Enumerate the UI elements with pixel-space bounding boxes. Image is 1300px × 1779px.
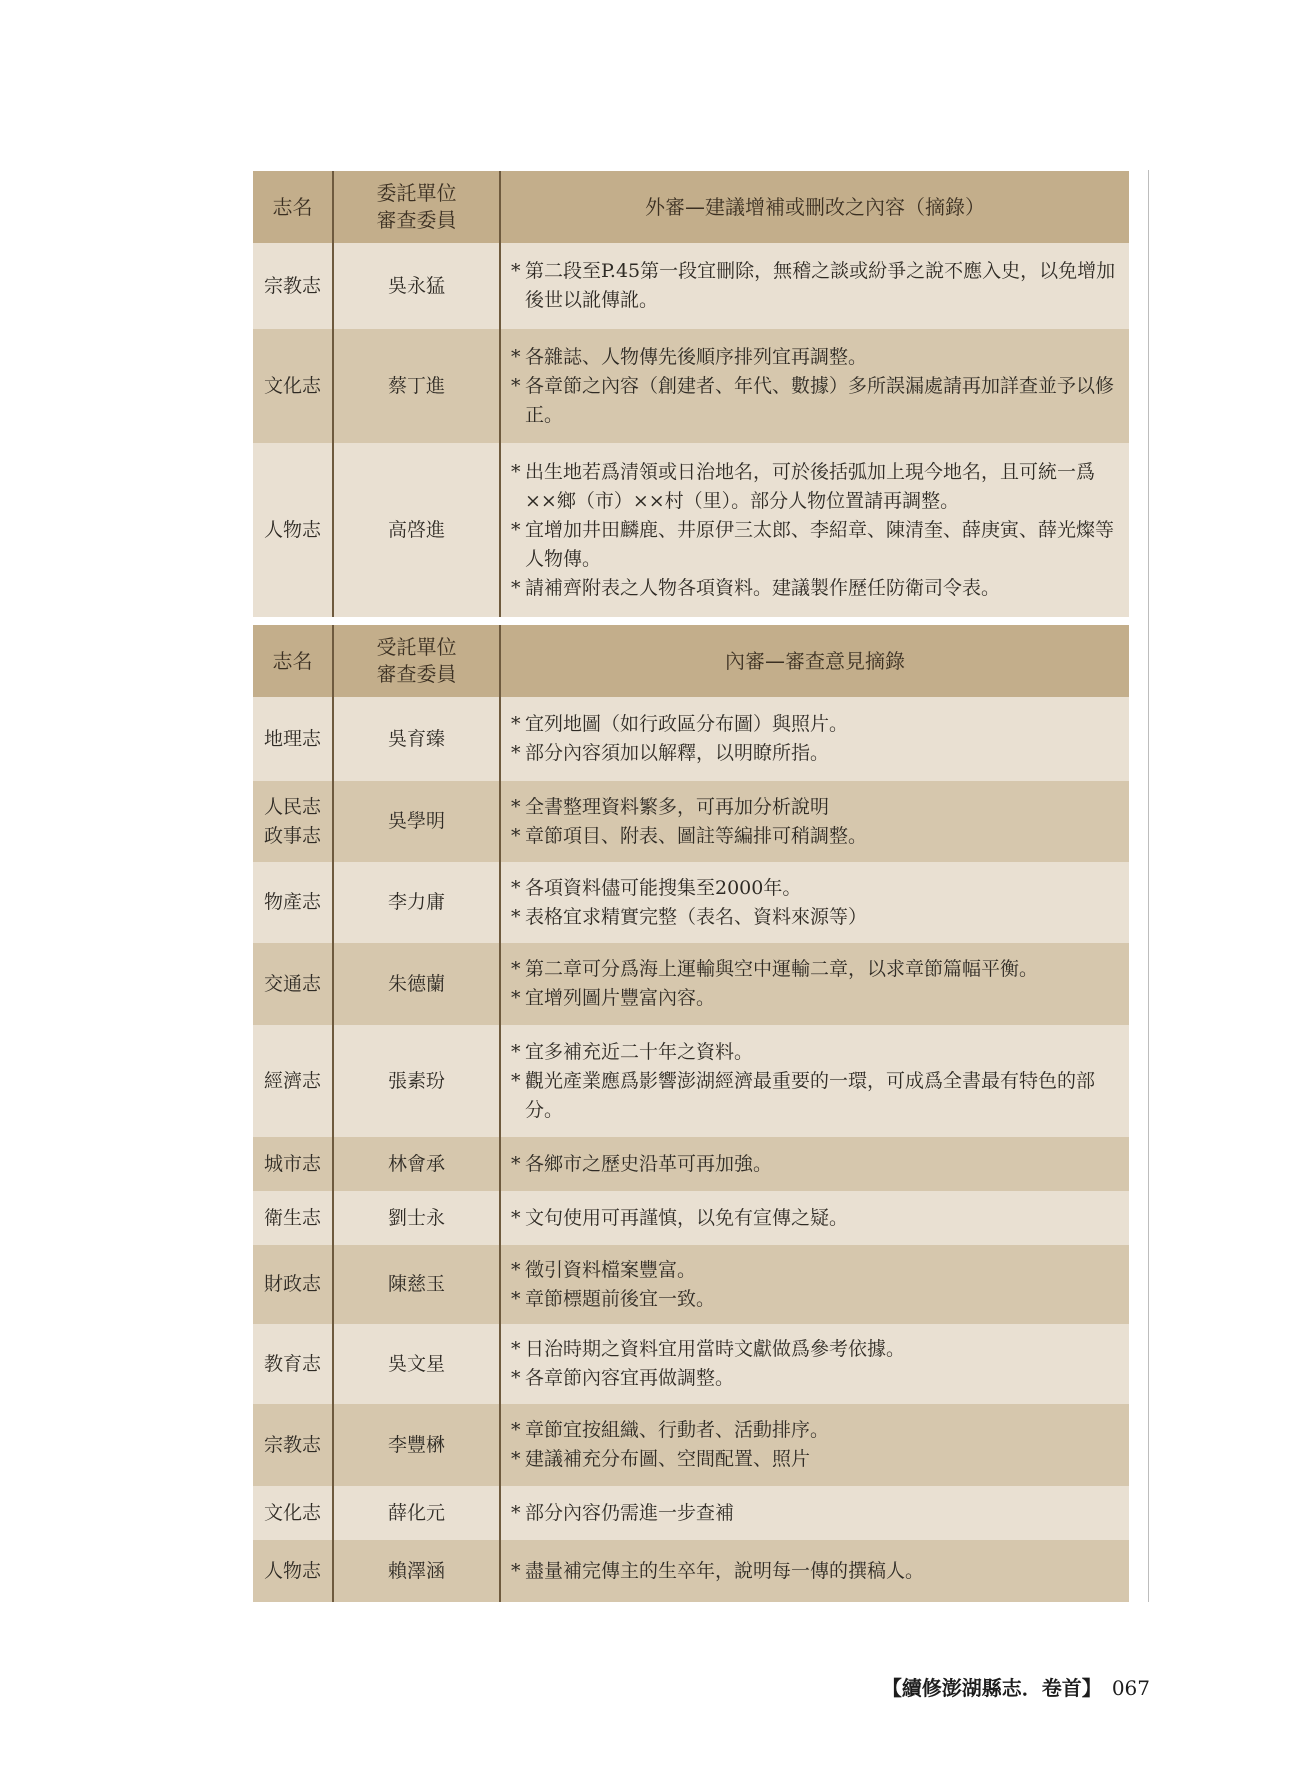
review-item-text: 建議補充分布圖、空間配置、照片 [525,1448,811,1470]
review-item-text: 全書整理資料繁多，可再加分析說明 [525,795,830,818]
asterisk-bullet: * [511,1152,521,1175]
column-header-unit-line: 委託單位 [376,181,457,205]
review-item [511,1499,1121,1528]
review-item [511,1204,1121,1233]
table-row [253,1245,1129,1324]
review-content-cell [500,1540,1129,1602]
reviewer-cell: 朱德蘭 [333,943,500,1025]
reviewer-cell: 高啓進 [333,443,500,617]
volume-name-cell: 經濟志 [253,1025,333,1137]
column-header-unit [333,171,500,243]
volume-name-cell: 地理志 [253,697,333,781]
volume-name-cell: 文化志 [253,1486,333,1540]
review-item [511,793,1121,822]
asterisk-bullet: * [511,1069,521,1092]
review-item [511,1256,1121,1285]
review-item-text: 部分內容須加以解釋，以明瞭所指。 [525,742,830,764]
review-content-cell [500,862,1129,943]
volume-name-cell: 物產志 [253,862,333,943]
review-item [511,458,1121,516]
asterisk-bullet: * [511,576,521,599]
review-content-cell [500,943,1129,1025]
header-row [253,625,1129,697]
review-item [511,574,1121,603]
asterisk-bullet: * [511,713,521,735]
asterisk-bullet: * [511,1419,521,1441]
review-item-text: 觀光產業應爲影響澎湖經濟最重要的一環，可成爲全書最有特色的部分。 [525,1069,1096,1121]
review-item [511,257,1121,315]
page-footer [880,1672,1150,1701]
volume-name-cell: 宗教志 [253,243,333,329]
reviewer-cell: 林會承 [333,1137,500,1191]
review-item [511,343,1121,372]
review-item-text: 章節宜按組織、行動者、活動排序。 [525,1419,830,1441]
asterisk-bullet: * [511,958,521,980]
review-item-text: 宜增加井田麟鹿、井原伊三太郎、李紹章、陳清奎、薛庚寅、薛光燦等人物傳。 [525,518,1115,570]
review-item [511,1557,1121,1586]
table-row [253,1191,1129,1245]
column-header-unit-line: 審查委員 [376,208,457,232]
reviewer-cell: 賴澤涵 [333,1540,500,1602]
review-item-text: 日治時期之資料宜用當時文獻做爲參考依據。 [525,1338,906,1360]
table-row [253,1324,1129,1404]
table-row [253,1486,1129,1540]
reviewer-cell: 吳永猛 [333,243,500,329]
review-item [511,1067,1121,1125]
volume-name-cell: 交通志 [253,943,333,1025]
review-item [511,874,1121,903]
reviewer-cell: 吳育臻 [333,697,500,781]
asterisk-bullet: * [511,987,521,1009]
review-item [511,372,1121,430]
table-row [253,781,1129,862]
review-content-cell [500,329,1129,443]
review-item-text: 各鄉市之歷史沿革可再加強。 [525,1152,773,1175]
review-item-text: 第二章可分爲海上運輸與空中運輸二章，以求章節篇幅平衡。 [525,958,1039,980]
table-row [253,1540,1129,1602]
review-item [511,739,1121,768]
volume-name-cell-line: 政事志 [263,824,321,847]
asterisk-bullet: * [511,1206,521,1229]
reviewer-cell: 蔡丁進 [333,329,500,443]
table-row [253,1404,1129,1486]
review-item-text: 出生地若爲清領或日治地名，可於後括弧加上現今地名，且可統一爲××鄉（市）××村（里）。部分人物位置請再調整。 [525,460,1096,512]
column-header-unit-line: 受託單位 [376,635,457,659]
review-item-text: 請補齊附表之人物各項資料。建議製作歷任防衛司令表。 [525,576,1001,599]
review-item [511,1150,1121,1179]
review-item-text: 部分內容仍需進一步查補 [525,1501,735,1524]
column-header-unit-line: 審查委員 [376,662,457,686]
right-margin-rule [1148,170,1149,1602]
review-content-cell [500,1245,1129,1324]
external-review-table [253,171,1129,617]
review-content-cell [500,1191,1129,1245]
review-item [511,710,1121,739]
review-item [511,1364,1121,1393]
table-row [253,862,1129,943]
volume-name-cell: 城市志 [253,1137,333,1191]
asterisk-bullet: * [511,795,521,818]
asterisk-bullet: * [511,1287,521,1310]
table-row [253,697,1129,781]
review-content-cell [500,1404,1129,1486]
review-item-text: 章節項目、附表、圖註等編排可稍調整。 [525,824,868,847]
review-item-text: 宜列地圖（如行政區分布圖）與照片。 [525,713,849,735]
reviewer-cell: 李力庸 [333,862,500,943]
table-row [253,1025,1129,1137]
review-content-cell [500,697,1129,781]
reviewer-cell: 劉士永 [333,1191,500,1245]
review-item-text: 盡量補完傳主的生卒年，說明每一傳的撰稿人。 [525,1559,925,1582]
review-content-cell [500,1137,1129,1191]
asterisk-bullet: * [511,1338,521,1360]
volume-name-cell: 人物志 [253,1540,333,1602]
reviewer-cell: 陳慈玉 [333,1245,500,1324]
asterisk-bullet: * [511,260,521,282]
volume-name-cell: 教育志 [253,1324,333,1404]
volume-name-cell: 人物志 [253,443,333,617]
review-item-text: 宜增列圖片豐富內容。 [525,987,716,1009]
asterisk-bullet: * [511,1258,521,1281]
table-row [253,243,1129,329]
asterisk-bullet: * [511,876,521,899]
reviewer-cell: 吳學明 [333,781,500,862]
review-content-cell [500,1324,1129,1404]
review-item [511,984,1121,1013]
asterisk-bullet: * [511,824,521,847]
table-row [253,443,1129,617]
asterisk-bullet: * [511,518,521,541]
asterisk-bullet: * [511,1040,521,1063]
asterisk-bullet: * [511,1501,521,1524]
footer-title: 【續修澎湖縣志．卷首】 [881,1676,1102,1700]
column-header-name: 志名 [253,625,333,697]
asterisk-bullet: * [511,345,521,368]
review-item [511,1445,1121,1474]
column-header-content: 外審—建議增補或刪改之內容（摘錄） [500,171,1129,243]
column-header-name: 志名 [253,171,333,243]
reviewer-cell: 李豐楙 [333,1404,500,1486]
table-row [253,943,1129,1025]
asterisk-bullet: * [511,1448,521,1470]
review-item [511,822,1121,851]
column-header-content: 內審—審查意見摘錄 [500,625,1129,697]
review-item-text: 各雜誌、人物傳先後順序排列宜再調整。 [525,345,868,368]
review-content-cell [500,243,1129,329]
asterisk-bullet: * [511,905,521,928]
review-item-text: 各章節內容宜再做調整。 [525,1367,735,1389]
volume-name-cell [253,781,333,862]
review-item-text: 文句使用可再謹慎，以免有宣傳之疑。 [525,1206,849,1229]
column-header-unit [333,625,500,697]
volume-name-cell: 文化志 [253,329,333,443]
review-item-text: 徵引資料檔案豐富。 [525,1258,697,1281]
review-item-text: 各項資料儘可能搜集至2000年。 [525,876,802,899]
review-item-text: 宜多補充近二十年之資料。 [525,1040,754,1063]
reviewer-cell: 張素玢 [333,1025,500,1137]
table-row [253,1137,1129,1191]
header-row [253,171,1129,243]
review-item [511,1416,1121,1445]
asterisk-bullet: * [511,1367,521,1389]
internal-review-table [253,625,1129,1602]
reviewer-cell: 吳文星 [333,1324,500,1404]
review-item [511,903,1121,932]
asterisk-bullet: * [511,374,521,397]
review-item [511,1038,1121,1067]
review-item [511,516,1121,574]
asterisk-bullet: * [511,460,521,483]
review-item-text: 章節標題前後宜一致。 [525,1287,716,1310]
review-content-cell [500,781,1129,862]
review-item-text: 各章節之內容（創建者、年代、數據）多所誤漏處請再加詳查並予以修正。 [525,374,1115,426]
volume-name-cell: 衛生志 [253,1191,333,1245]
volume-name-cell: 財政志 [253,1245,333,1324]
review-item [511,955,1121,984]
page-number: 067 [1111,1676,1150,1700]
review-content-cell [500,1486,1129,1540]
reviewer-cell: 薛化元 [333,1486,500,1540]
asterisk-bullet: * [511,1559,521,1582]
review-item-text: 第二段至P.45第一段宜刪除，無稽之談或紛爭之說不應入史，以免增加後世以訛傳訛。 [525,260,1116,311]
table-row [253,329,1129,443]
review-item [511,1285,1121,1314]
review-content-cell [500,1025,1129,1137]
volume-name-cell: 宗教志 [253,1404,333,1486]
review-item-text: 表格宜求精實完整（表名、資料來源等） [525,905,868,928]
review-content-cell [500,443,1129,617]
asterisk-bullet: * [511,742,521,764]
volume-name-cell-line: 人民志 [263,795,321,818]
review-item [511,1335,1121,1364]
